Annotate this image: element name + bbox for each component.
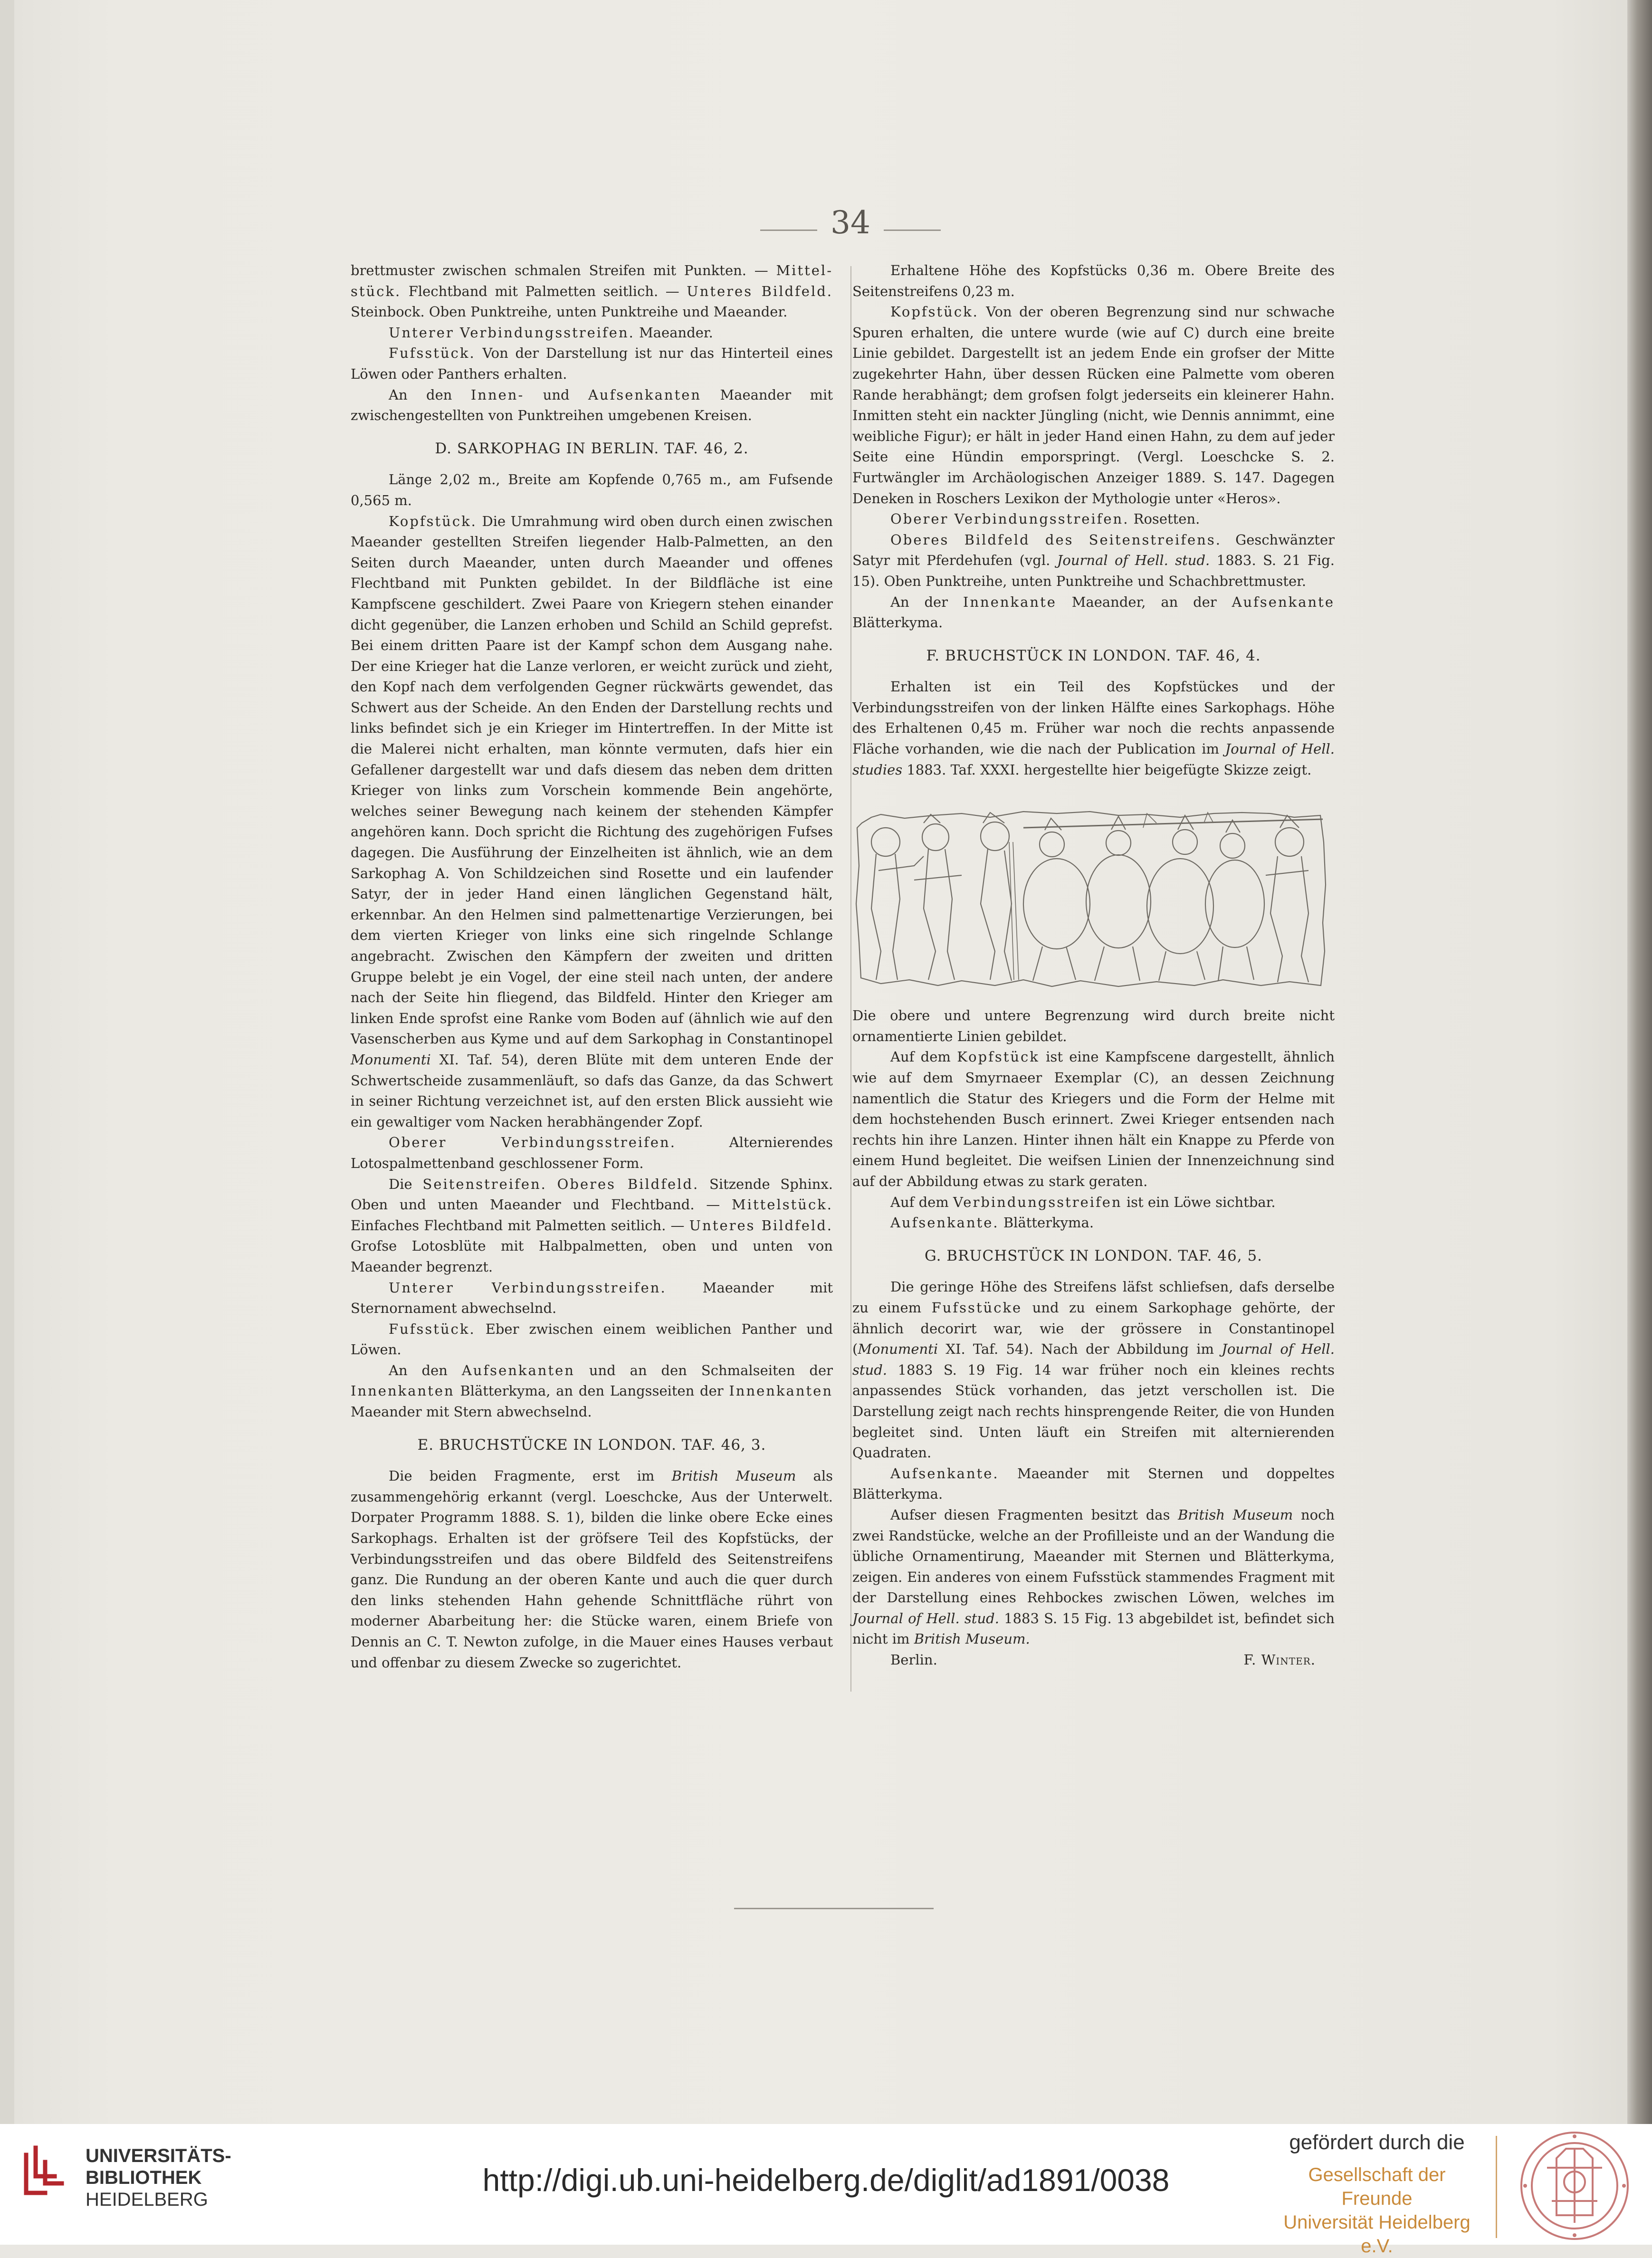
- text-paragraph: [351, 511, 833, 1133]
- spaced-term: Aufsenkante: [1232, 593, 1335, 610]
- text-run: Maeander mit Sternornament abwechselnd.: [351, 1279, 833, 1317]
- text-paragraph: [852, 1505, 1335, 1650]
- text-run: Maeander.: [634, 324, 713, 341]
- society-name-line-2: Universität Heidelberg e.V.: [1283, 2212, 1471, 2257]
- spaced-term: Unteres Bildfeld.: [687, 283, 833, 299]
- text-run: noch zwei Randstücke, welche an der Profilleiste und an der Wandung die übliche Ornamentirung, Maeander mit Sternen und Blätterkyma, zeigen. Ein anderes von einem Fufsstück stammendes Fragment mit der Darstellung eines Rehbockes zwischen Löwen, welches im: [852, 1506, 1335, 1606]
- text-run: Maeander mit zwischengestellten von Punktreihen umgebenen Kreisen.: [351, 386, 833, 424]
- text-run: Sitzende Sphinx. Oben und unten Maeander und Flechtband. —: [351, 1176, 833, 1213]
- italic-title: Journal of Hell. stud.: [852, 1341, 1335, 1378]
- italic-title: Journal of Hell. stud.: [1057, 552, 1210, 569]
- text-paragraph: [852, 302, 1335, 509]
- text-run: und zu einem Sarkophage gehörte, der ähnlich decorirt war, wie der grössere in Constantinopel (: [852, 1299, 1335, 1358]
- text-run: Von der oberen Begrenzung sind nur schwache Spuren erhalten, die untere wurde (wie auf C) durch eine breite Linie gebildet. Dargestellt ist an jedem Ende ein grofser der Mitte zugekehrter Hahn, über dessen Rücken eine Palmette vom oberen Rande herabhängt; dem grofsen folgt jederseits ein kleinerer Hahn. Inmitten steht ein nackter Jüngling (nicht, wie Dennis annimmt, eine weibliche Figur); er hält in jeder Hand einen Hahn, zu dem auf jeder Seite eine Hündin emporspringt. (Vergl. Loeschcke S. 2. Furtwängler im Archäologischen Anzeiger 1889. S. 147. Dagegen Deneken in Roschers Lexikon der Mythologie unter «Heros».: [852, 304, 1335, 507]
- text-run: Grofse Lotosblüte mit Halbpalmetten, oben und unten von Maeander begrenzt.: [351, 1238, 833, 1275]
- italic-title: Monumenti: [858, 1341, 938, 1358]
- spaced-term: Mittelstück.: [732, 1196, 833, 1213]
- italic-title: British Museum: [1178, 1506, 1293, 1523]
- signature-place: Berlin.: [890, 1652, 937, 1668]
- section-heading: D. SARKOPHAG IN BERLIN. TAF. 46, 2.: [435, 440, 749, 457]
- text-run: als zusammengehörig erkannt (vergl. Loeschcke, Aus der Unterwelt. Dorpater Programm 1888. S. 1), bilden die linke obere Ecke eines Sarkophags. Erhalten ist der gröfsere Teil des Kopfstücks, der Verbindungsstreifen und das obere Bildfeld des Seitenstreifens ganz. Die Rundung an der oberen Kante und auch die quer durch den links stehenden Hahn gehende Schnittfläche rührt von moderner Abarbeitung her: die Stücke waren, einem Briefe von Dennis an C. T. Newton zufolge, in die Mauer eines Hauses verbaut und offenbar zu diesem Zwecke so zugerichtet.: [351, 1468, 833, 1671]
- text-run: Maeander, an der: [1056, 593, 1232, 610]
- text-run: Rosetten.: [1129, 511, 1200, 527]
- funded-by-label: gefördert durch die: [1289, 2131, 1465, 2154]
- spaced-term: Kopfstück.: [389, 513, 477, 529]
- italic-title: Journal of Hell. studies: [852, 741, 1335, 778]
- spaced-term: Oberer Verbindungsstreifen.: [389, 1134, 676, 1151]
- text-run: [547, 1176, 557, 1192]
- spaced-term: Fufsstück.: [389, 1320, 476, 1337]
- spaced-term: Innenkante: [963, 593, 1057, 610]
- society-name: [1273, 2163, 1480, 2258]
- spaced-term: Unterer Verbindungsstreifen.: [389, 324, 635, 341]
- spaced-term: Fufsstücke: [931, 1299, 1022, 1316]
- permalink-url[interactable]: http://digi.ub.uni-heidelberg.de/diglit/ad1891/0038: [482, 2162, 1170, 2198]
- text-paragraph: [852, 1213, 1335, 1234]
- italic-title: Monumenti: [351, 1051, 431, 1068]
- text-paragraph: [351, 1466, 833, 1673]
- text-run: Die Umrahmung wird oben durch einen zwischen Maeander gestellten Streifen liegender Halb-Palmetten, an den Seiten durch Maeander, unten durch Maeander und offenes Flechtband mit Punkten gebildet. In der Bildfläche ist eine Kampfscene geschildert. Zwei Paare von Kriegern stehen einander dicht gegenüber, die Lanzen erhoben und Schild an Schild geprefst. Bei einem dritten Paare ist der Kampf schon dem Ausgang nahe. Der eine Krieger hat die Lanze verloren, er weicht zurück und zieht, den Kopf nach dem verfolgenden Gegner rückwärts gewendet, das Schwert aus der Scheide. An den Enden der Darstellung rechts und links befindet sich je ein Krieger im Hintertreffen. In der Mitte ist die Malerei nicht erhalten, man könnte vermuten, dafs hier ein Gefallener dargestellt war und dafs diesem das neben dem dritten Krieger von links zum Vorschein kommende Bein angehörte, welches seiner Bewegung nach keinem der stehenden Kämpfer angehören kann. Doch spricht die Richtung des zugehörigen Fufses dagegen. Die Ausführung der Einzelheiten ist ähnlich, wie an dem Sarkophag A. Von Schildzeichen sind Rosette und ein laufender Satyr, der in jeder Hand einen länglichen Gegenstand hält, erkennbar. An den Helmen sind palmettenartige Verzierungen, bei dem vierten Krieger von links eine sich ringelnde Schlange angebracht. Zwischen den Kämpfern der zweiten und dritten Gruppe belebt je ein Vogel, der eine steil nach unten, der andere nach der Seite hin fliegend, das Bildfeld. Hinter den Krieger am linken Ende sprofst eine Ranke vom Boden auf (ähnlich wie auf den Vasenscherben aus Kyme und auf dem Sarkophag in Constantinopel: [351, 513, 833, 1047]
- text-run: brettmuster zwischen schmalen Streifen mit Punkten. —: [351, 262, 776, 278]
- text-run: Erhaltene Höhe des Kopfstücks 0,36 m. Obere Breite des Seitenstreifens 0,23 m.: [852, 262, 1335, 299]
- page-number: 34: [831, 204, 870, 241]
- right-text-column: [852, 260, 1335, 1671]
- spaced-term: Kopfstück: [957, 1049, 1040, 1065]
- text-run: 1883 S. 19 Fig. 14 war früher noch ein kleines rechts anpassendes Stück vorhanden, das jetzt verschollen ist. Die Darstellung zeigt nach rechts hinsprengende Reiter, die von Hunden begleitet sind. Unten läuft ein Streifen mit alternierenden Quadraten.: [852, 1361, 1335, 1461]
- right-column-lower-text: [852, 1005, 1335, 1650]
- library-name-line-1: UNIVERSITÄTS-: [86, 2145, 231, 2166]
- text-paragraph: [852, 509, 1335, 530]
- text-paragraph: [351, 323, 833, 344]
- text-paragraph: [351, 343, 833, 384]
- text-run: An den: [389, 386, 471, 403]
- spaced-term: Aufsenkanten: [588, 386, 702, 403]
- section-heading: G. BRUCHSTÜCK IN LONDON. TAF. 46, 5.: [924, 1247, 1263, 1264]
- text-run: Die geringe Höhe des Streifens läfst schliefsen, dafs derselbe zu einem: [852, 1279, 1335, 1316]
- text-paragraph: [852, 1047, 1335, 1192]
- text-run: Die beiden Fragmente, erst im: [389, 1468, 672, 1484]
- text-run: An den: [389, 1362, 462, 1378]
- text-paragraph: [852, 1005, 1335, 1047]
- text-run: Die: [389, 1176, 423, 1192]
- text-run: An der: [890, 593, 963, 610]
- text-run: XI. Taf. 54), deren Blüte mit dem unteren Ende der Schwertscheide zusammenläuft, so dafs das Ganze, da das Schwert in seiner Richtung verzeichnet ist, auf den ersten Blick aussieht wie ein gewaltiger vom Nacken herabhängender Zopf.: [351, 1051, 833, 1130]
- text-run: Steinbock. Oben Punktreihe, unten Punktreihe und Maeander.: [351, 304, 788, 320]
- spaced-term: Unteres Bildfeld.: [689, 1217, 833, 1234]
- text-run: Blätterkyma, an den Langsseiten der: [454, 1383, 729, 1399]
- right-column-upper-text: [852, 260, 1335, 780]
- text-run: XI. Taf. 54). Nach der Abbildung im: [938, 1341, 1222, 1358]
- text-paragraph: [351, 469, 833, 511]
- section-heading: F. BRUCHSTÜCK IN LONDON. TAF. 46, 4.: [926, 647, 1261, 664]
- text-run: Erhalten ist ein Teil des Kopfstückes und der Verbindungsstreifen von der linken Hälfte eines Sarkophags. Höhe des Erhaltenen 0,45 m. Früher war noch die rechts anpassende Fläche vorhanden, wie die nach der Publication im: [852, 679, 1335, 757]
- italic-title: British Museum.: [914, 1631, 1030, 1647]
- text-paragraph: [351, 1174, 833, 1278]
- spaced-term: Aufsenkanten: [461, 1362, 575, 1378]
- spaced-term: Fufsstück.: [389, 345, 476, 362]
- spaced-term: stück.: [351, 283, 401, 299]
- text-paragraph: [852, 592, 1335, 633]
- column-divider: [850, 266, 851, 1692]
- left-text-column: [351, 260, 833, 1673]
- footer-divider: [1496, 2136, 1497, 2238]
- end-rule: [734, 1908, 934, 1909]
- text-run: ist eine Kampfscene dargestellt, ähnlich wie auf dem Smyrnaeer Exemplar (C), an dessen Zeichnung namentlich die Statur des Kriegers und die Form der Helme mit dem hochstehenden Busch erinnert. Zwei Krieger entsenden nach rechts hin ihre Lanzen. Hinter ihnen hält ein Knappe zu Pferde von einem Hund begleitet. Die weifsen Linien der Innenzeichnung sind auf der Abbildung etwas zu stark geraten.: [852, 1049, 1335, 1189]
- text-run: und: [524, 386, 588, 403]
- spaced-term: Kopfstück.: [890, 304, 979, 320]
- spaced-term: Aufsenkante.: [890, 1215, 999, 1231]
- sarcophagus-fragment-sketch: [852, 809, 1327, 989]
- page-number-rule-right: [884, 230, 941, 231]
- page-edge-shadow: [1627, 0, 1652, 2124]
- text-paragraph: [351, 385, 833, 426]
- spaced-term: Oberer Verbindungsstreifen.: [890, 511, 1129, 527]
- text-run: Maeander mit Sternen und doppeltes Blätterkyma.: [852, 1465, 1335, 1502]
- signature-line: [852, 1650, 1335, 1671]
- text-paragraph: [351, 260, 833, 323]
- society-name-line-1: Gesellschaft der Freunde: [1308, 2164, 1446, 2209]
- text-paragraph: [852, 1192, 1335, 1213]
- text-run: Blätterkyma.: [852, 614, 943, 631]
- text-run: 1883. S. 21 Fig. 15). Oben Punktreihe, unten Punktreihe und Schachbrettmuster.: [852, 552, 1335, 589]
- text-paragraph: [852, 1464, 1335, 1505]
- spaced-term: Verbindungsstreifen: [953, 1194, 1122, 1210]
- text-run: Einfaches Flechtband mit Palmetten seitlich. —: [351, 1217, 689, 1234]
- text-paragraph: [852, 260, 1335, 302]
- text-paragraph: [852, 1277, 1335, 1463]
- text-run: 1883. Taf. XXXI. hergestellte hier beigefügte Skizze zeigt.: [902, 761, 1312, 778]
- text-paragraph: [852, 530, 1335, 592]
- spaced-term: Unterer Verbindungsstreifen.: [389, 1279, 667, 1296]
- text-run: Von der Darstellung ist nur das Hinterteil eines Löwen oder Panthers erhalten.: [351, 345, 833, 382]
- text-run: Eber zwischen einem weiblichen Panther und Löwen.: [351, 1320, 833, 1358]
- text-run: Die obere und untere Begrenzung wird durch breite nicht ornamentierte Linien gebildet.: [852, 1007, 1335, 1044]
- library-name-line-3: HEIDELBERG: [86, 2189, 208, 2210]
- spaced-term: Oberes Bildfeld.: [557, 1176, 699, 1192]
- text-paragraph: [351, 1278, 833, 1319]
- section-heading: E. BRUCHSTÜCKE IN LONDON. TAF. 46, 3.: [417, 1436, 766, 1454]
- university-seal-icon: [1518, 2130, 1631, 2242]
- text-run: Auf dem: [890, 1194, 954, 1210]
- spaced-term: Oberes Bildfeld des Seitenstreifens.: [890, 531, 1222, 548]
- text-run: und an den Schmalseiten der: [574, 1362, 833, 1378]
- text-run: Auf dem: [890, 1049, 957, 1065]
- library-name-line-2: BIBLIOTHEK: [86, 2167, 202, 2188]
- text-paragraph: [351, 1132, 833, 1174]
- spaced-term: Innenkanten: [729, 1383, 833, 1399]
- text-run: 1883 S. 15 Fig. 13 abgebildet ist, befindet sich nicht im: [852, 1610, 1335, 1647]
- text-run: Alternierendes Lotospalmettenband geschlossener Form.: [351, 1134, 833, 1171]
- text-run: Länge 2,02 m., Breite am Kopfende 0,765 m., am Fufsende 0,565 m.: [351, 471, 833, 508]
- spaced-term: Mittel-: [776, 262, 833, 278]
- text-run: Maeander mit Stern abwechselnd.: [351, 1404, 592, 1420]
- text-run: ist ein Löwe sichtbar.: [1122, 1194, 1276, 1210]
- text-paragraph: [351, 1360, 833, 1423]
- spaced-term: Aufsenkante.: [890, 1465, 999, 1482]
- text-run: Blätterkyma.: [999, 1215, 1094, 1231]
- italic-title: British Museum: [671, 1468, 796, 1484]
- text-run: Geschwänzter Satyr mit Pferdehufen (vgl.: [852, 531, 1335, 569]
- spaced-term: Innen-: [470, 386, 525, 403]
- text-run: Flechtband mit Palmetten seitlich. —: [401, 283, 687, 299]
- spaced-term: Innenkanten: [351, 1383, 455, 1399]
- spaced-term: Seitenstreifen.: [422, 1176, 547, 1192]
- signature-author: F. Winter.: [1243, 1652, 1316, 1668]
- text-run: Aufser diesen Fragmenten besitzt das: [890, 1506, 1178, 1523]
- italic-title: Journal of Hell. stud.: [852, 1610, 999, 1627]
- text-paragraph: [852, 677, 1335, 780]
- text-paragraph: [351, 1319, 833, 1360]
